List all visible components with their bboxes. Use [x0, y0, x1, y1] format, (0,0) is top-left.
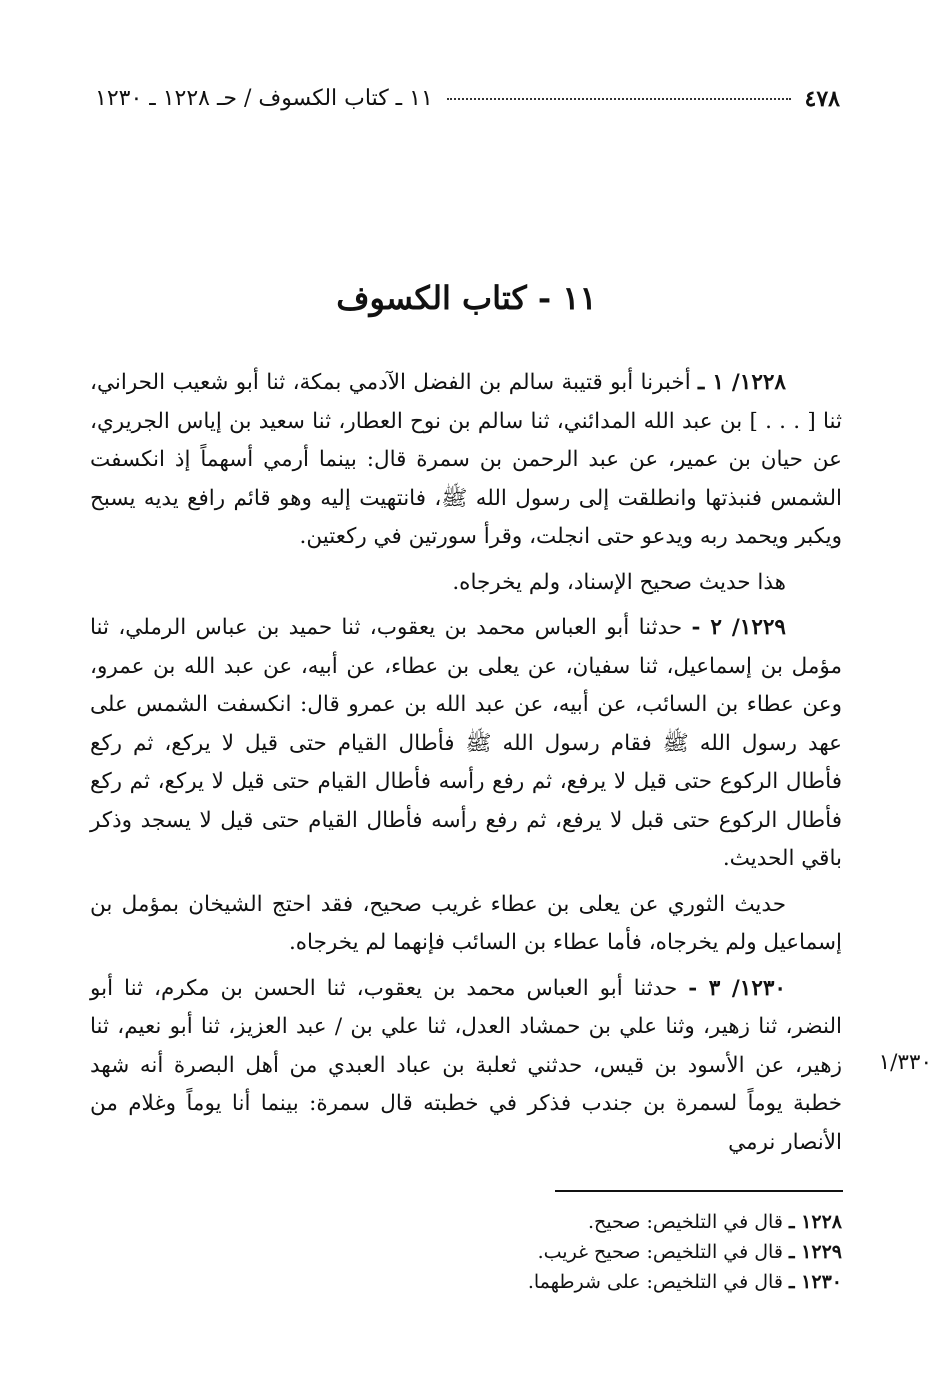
- header-dot-leader: [447, 98, 791, 100]
- footnote-divider: [555, 1190, 843, 1192]
- hadith-text: حدثنا أبو العباس محمد بن يعقوب، ثنا حميد بن عباس الرملي، ثنا مؤمل بن إسماعيل، ثنا سفيان، عن يعلى بن عطاء، عن أبيه، عن عبد الله بن عمرو، وعن عطاء بن السائب، عن أبيه، عن عبد الله بن عمرو قال: انكسفت الشمس على عهد رسول الله ﷺ فقام رسول الله ﷺ فأطال القيام حتى قيل لا يركع، ثم ركع فأطال الركوع حتى قيل لا يرفع، ثم رفع رأسه فأطال القيام حتى قيل لا يركع، ثم ركع فأطال الركوع حتى قبل لا يرفع، ثم رفع رأسه فأطال القيام حتى قيل لا يسجد وذكر باقي الحديث.: [90, 615, 842, 871]
- hadith-text: أخبرنا أبو قتيبة سالم بن الفضل الآدمي بمكة، ثنا أبو شعيب الحراني، ثنا [ . . . ] بن عبد الله المدائني، ثنا سالم بن نوح العطار، ثنا سعيد بن إياس الجريري، عن حيان بن عمير، عن عبد الرحمن بن سمرة قال: بينما أرمي أسهماً إذ انكسفت الشمس فنبذتها وانطلقت إلى رسول الله ﷺ، فانتهيت إليه وهو قائم رافع يديه يسبح ويكبر ويحمد ربه ويدعو حتى انجلت، وقرأ سورتين في ركعتين.: [90, 370, 842, 549]
- hadith-1: [90, 364, 842, 557]
- footnote: [90, 1207, 842, 1237]
- footnote-text: قال في التلخيص: صحيح غريب.: [537, 1241, 783, 1263]
- running-header-title: ١١ ـ كتاب الكسوف / حـ ١٢٢٨ ـ ١٢٣٠: [95, 86, 433, 111]
- hadith-3: [90, 970, 842, 1163]
- hadith-number: ١٢٣٠/ ٣ -: [688, 975, 786, 1001]
- footnote-number: ١٢٢٩ ـ: [788, 1241, 842, 1263]
- hadith-text: حدثنا أبو العباس محمد بن يعقوب، ثنا الحسن بن مكرم، ثنا أبو النضر، ثنا زهير، وثنا علي بن حمشاد العدل، ثنا علي بن / عبد العزيز، ثنا أبو نعيم، ثنا زهير، عن الأسود بن قيس، حدثني ثعلبة بن عباد العبدي من أهل البصرة أنه شهد خطبة يوماً لسمرة بن جندب فذكر في خطبته قال سمرة: بينما أنا يوماً وغلام من الأنصار نرمي: [90, 975, 842, 1155]
- footnote-number: ١٢٣٠ ـ: [788, 1271, 842, 1293]
- hadith-2: [90, 609, 842, 879]
- footnote: [90, 1267, 842, 1297]
- body-text: [90, 364, 842, 1169]
- hadith-grade: هذا حديث صحيح الإسناد، ولم يخرجاه.: [452, 569, 786, 595]
- running-header: [95, 82, 840, 116]
- footnote-number: ١٢٢٨ ـ: [788, 1211, 842, 1233]
- hadith-grade: حديث الثوري عن يعلى بن عطاء غريب صحيح، فقد احتج الشيخان بمؤمل بن إسماعيل ولم يخرجاه، فأما عطاء بن السائب فإنهما لم يخرجاه.: [90, 891, 842, 955]
- footnotes: [90, 1207, 842, 1297]
- footnote: [90, 1237, 842, 1267]
- margin-volume-page-note: ١/٣٣٠: [878, 1050, 932, 1075]
- hadith-number: ١٢٢٩/ ٢ -: [691, 615, 786, 640]
- chapter-title: ١١ - كتاب الكسوف: [336, 279, 597, 317]
- footnote-text: قال في التلخيص: على شرطهما.: [527, 1271, 783, 1293]
- page-number: ٤٧٨: [804, 86, 840, 112]
- hadith-number: ١٢٢٨/ ١ ـ: [698, 370, 786, 395]
- footnote-text: قال في التلخيص: صحيح.: [588, 1211, 783, 1233]
